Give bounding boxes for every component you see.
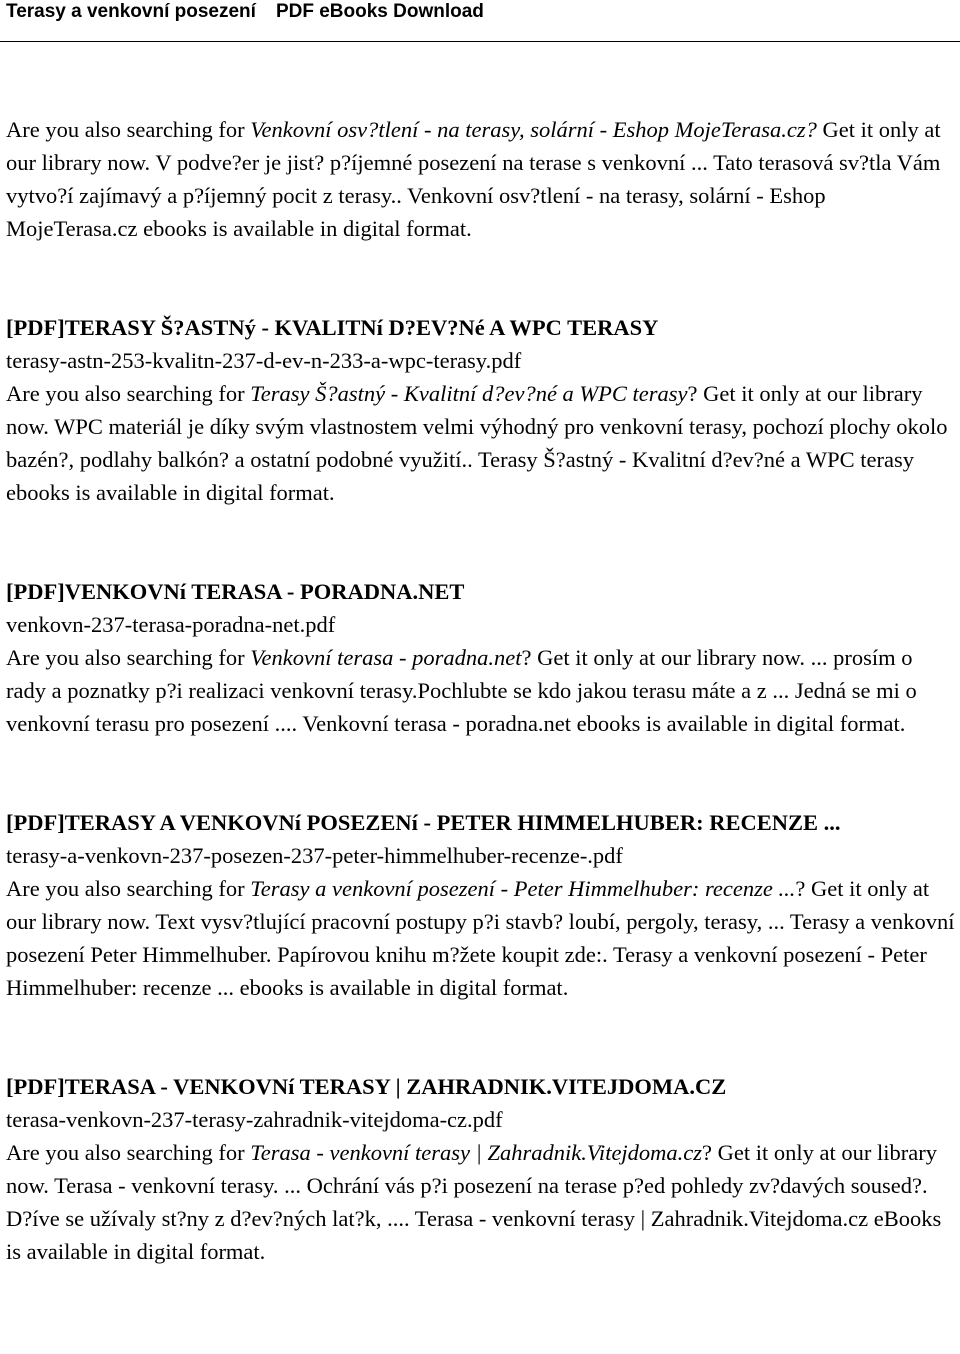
entry-filename: terasy-a-venkovn-237-posezen-237-peter-himmelhuber-recenze-.pdf — [6, 843, 623, 868]
ebook-entry — [6, 1070, 956, 1268]
entry-suffix: ? Get it only at our library now. WPC materiál je díky svým vlastnostem velmi výhodný pro venkovní terasy, pochozí plochy okolo bazén?, podlahy balkón? a ostatní podobné využití.. Terasy Š?astný - Kvalitní d?ev?né a WPC terasy ebooks is available in digital format. — [6, 381, 948, 505]
entry-description — [6, 377, 956, 509]
intro-prefix: Are you also searching for — [6, 117, 251, 142]
entry-filename: terasy-astn-253-kvalitn-237-d-ev-n-233-a-wpc-terasy.pdf — [6, 348, 522, 373]
entry-description — [6, 641, 956, 740]
document-body — [6, 113, 956, 1268]
entry-query: Terasy Š?astný - Kvalitní d?ev?né a WPC terasy — [250, 381, 688, 406]
intro-suffix: Get it only at our library now. V podve?er je jist? p?íjemné posezení na terase s venkovní ... Tato terasová sv?tla Vám vytvo?í zajímavý a p?íjemný pocit z terasy.. Venkovní osv?tlení - na terasy, solární - Eshop MojeTerasa.cz ebooks is available in digital format. — [6, 117, 941, 241]
entry-description — [6, 1136, 956, 1268]
page-header — [0, 0, 960, 26]
ebook-entry — [6, 575, 956, 740]
entry-title[interactable]: [PDF]TERASA - VENKOVNí TERASY | ZAHRADNIK.VITEJDOMA.CZ — [6, 1074, 727, 1099]
intro-paragraph — [6, 113, 956, 245]
entry-filename: venkovn-237-terasa-poradna-net.pdf — [6, 612, 336, 637]
entry-query: Terasa - venkovní terasy | Zahradnik.Vitejdoma.cz — [250, 1140, 703, 1165]
entry-title[interactable]: [PDF]TERASY A VENKOVNí POSEZENí - PETER HIMMELHUBER: RECENZE ... — [6, 810, 841, 835]
entry-title[interactable]: [PDF]TERASY Š?ASTNý - KVALITNí D?EV?Né A WPC TERASY — [6, 315, 659, 340]
entry-title[interactable]: [PDF]VENKOVNí TERASA - PORADNA.NET — [6, 579, 465, 604]
ebook-entry — [6, 311, 956, 509]
entry-query: Terasy a venkovní posezení - Peter Himmelhuber: recenze ... — [250, 876, 796, 901]
entry-query: Venkovní terasa - poradna.net — [250, 645, 522, 670]
header-divider — [0, 41, 960, 42]
header-subtitle: PDF eBooks Download — [275, 1, 484, 22]
entry-prefix: Are you also searching for — [6, 876, 251, 901]
entry-suffix: ? Get it only at our library now. Terasa - venkovní terasy. ... Ochrání vás p?i posezení na terase p?ed pohledy zv?davých soused?. D?íve se užívaly st?ny z d?ev?ných lat?k, .... Terasa - venkovní terasy | Zahradnik.Vitejdoma.cz eBooks is available in digital format. — [6, 1140, 942, 1264]
entry-filename: terasa-venkovn-237-terasy-zahradnik-vitejdoma-cz.pdf — [6, 1107, 503, 1132]
entry-prefix: Are you also searching for — [6, 645, 251, 670]
entry-suffix: ? Get it only at our library now. ... prosím o rady a poznatky p?i realizaci venkovní terasy.Pochlubte se kdo jakou terasu máte a z ... Jedná se mi o venkovní terasu pro posezení .... Venkovní terasa - poradna.net ebooks is available in digital format. — [6, 645, 917, 736]
intro-query: Venkovní osv?tlení - na terasy, solární - Eshop MojeTerasa.cz? — [250, 117, 817, 142]
entry-suffix: ? Get it only at our library now. Text vysv?tlující pracovní postupy p?i stavb? loubí, pergoly, terasy, ... Terasy a venkovní posezení Peter Himmelhuber. Papírovou knihu m?žete koupit zde:. Terasy a venkovní posezení - Peter Himmelhuber: recenze ... ebooks is available in digital format. — [6, 876, 955, 1000]
entry-prefix: Are you also searching for — [6, 1140, 251, 1165]
entry-description — [6, 872, 956, 1004]
header-title: Terasy a venkovní posezení — [6, 1, 256, 22]
entry-prefix: Are you also searching for — [6, 381, 251, 406]
ebook-entry — [6, 806, 956, 1004]
